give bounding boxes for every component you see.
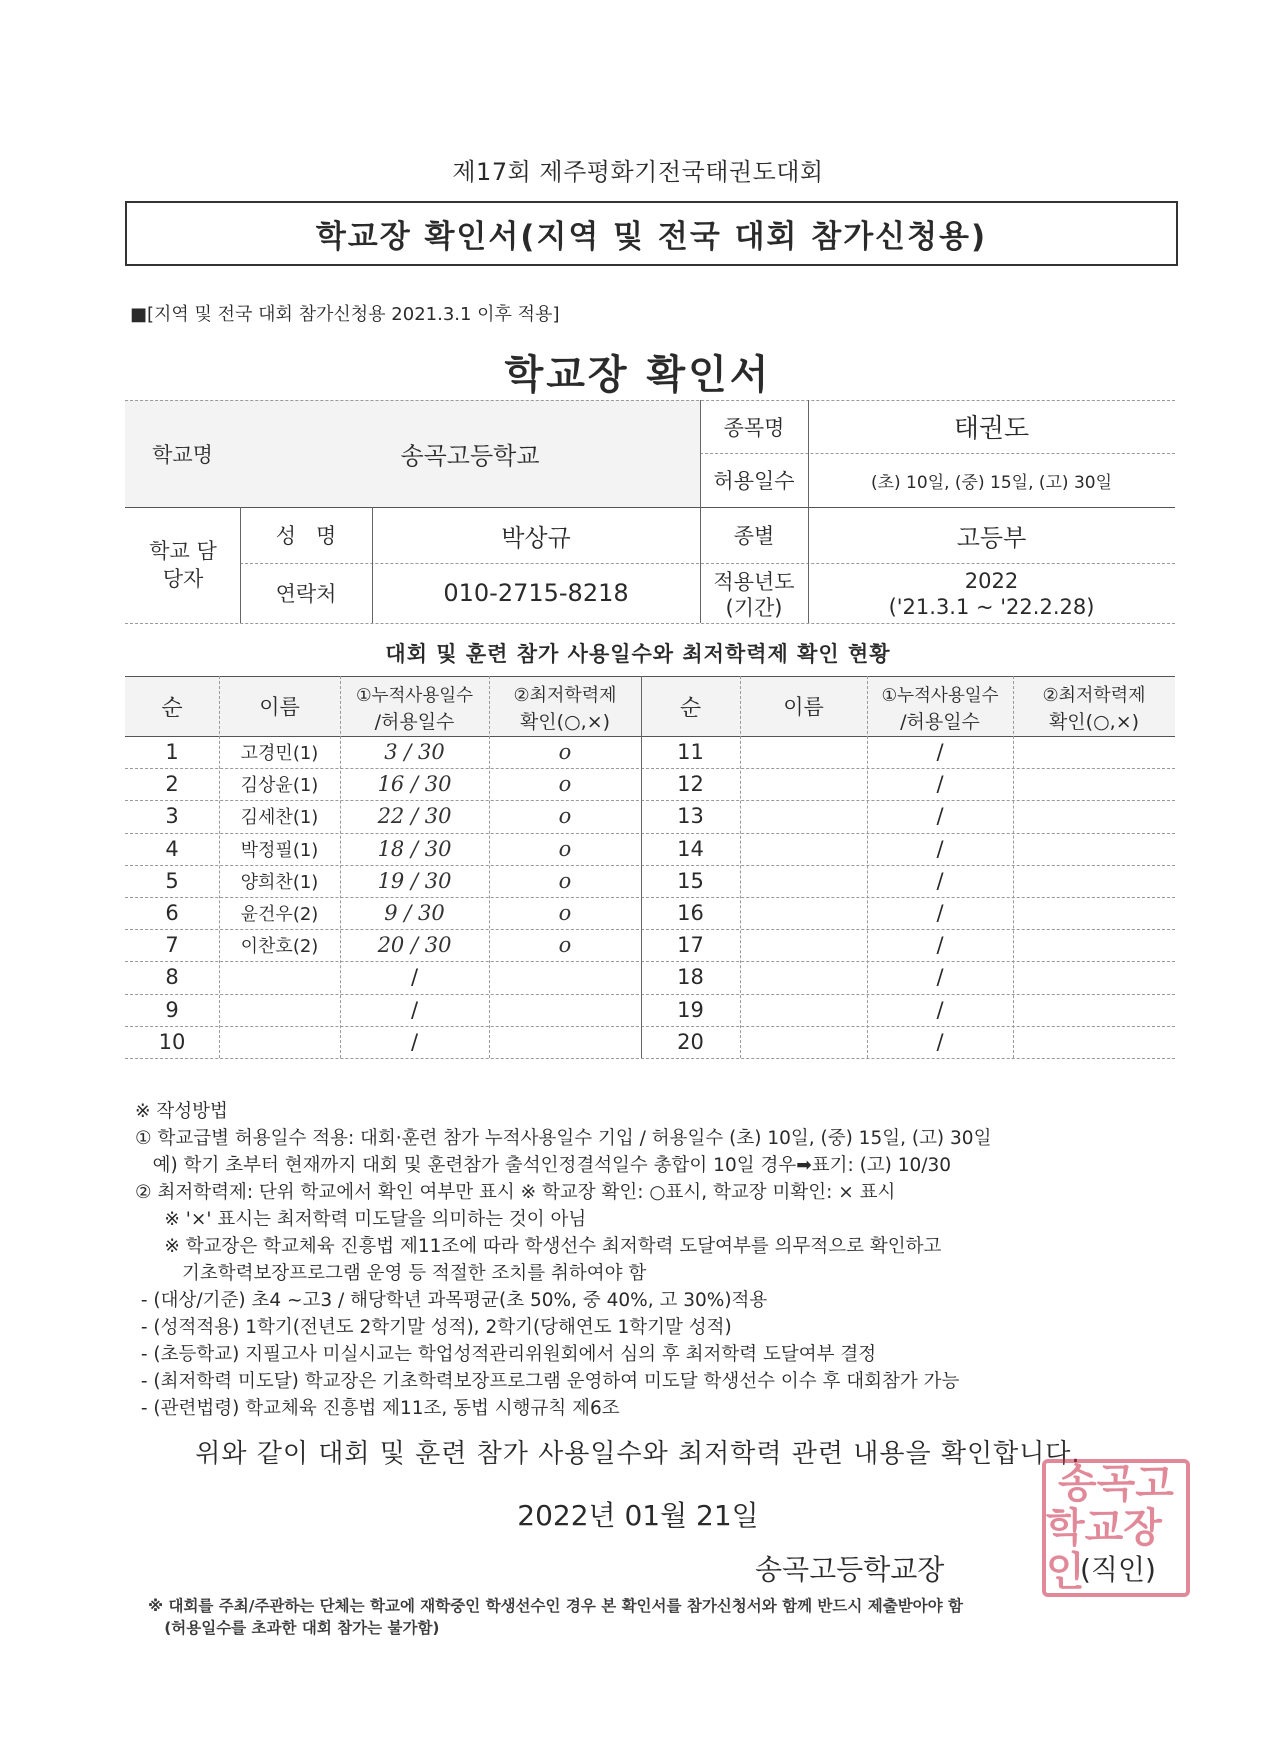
right-cell-no: 16 bbox=[677, 901, 704, 926]
left-cell-no: 4 bbox=[165, 836, 179, 861]
contact-value: 010-2715-8218 bbox=[443, 579, 629, 607]
year-period-value: ('21.3.1 ~ '22.2.28) bbox=[888, 595, 1095, 619]
col-header-days-allowed: /허용일수 bbox=[374, 710, 455, 733]
year-value: 2022 bbox=[964, 569, 1019, 593]
column-divider bbox=[641, 676, 642, 1058]
left-cell-name: 이찬호(2) bbox=[240, 936, 319, 958]
col-header-days: ①누적사용일수 bbox=[355, 685, 474, 706]
right-cell-name bbox=[740, 736, 867, 768]
right-cell-days: / bbox=[936, 804, 944, 829]
right-cell-name bbox=[740, 897, 867, 929]
left-cell-check: o bbox=[558, 740, 572, 765]
col-header-check-marks-right: 확인(○,×) bbox=[1048, 710, 1140, 733]
instructions bbox=[135, 1098, 1175, 1422]
column-divider bbox=[867, 676, 868, 1058]
footnote-line: ※ 대회를 주최/주관하는 단체는 학교에 재학중인 학생선수인 경우 본 확인서를 참가신청서와 함께 반드시 제출받아야 함 bbox=[148, 1597, 963, 1615]
right-cell-check bbox=[1013, 800, 1175, 832]
column-divider bbox=[340, 676, 341, 1058]
allowed-days-value: (초) 10일, (중) 15일, (고) 30일 bbox=[870, 472, 1113, 493]
right-cell-name bbox=[740, 800, 867, 832]
right-cell-check bbox=[1013, 929, 1175, 961]
sport-value: 태권도 bbox=[953, 414, 1030, 444]
document-date: 2022년 01월 21일 bbox=[517, 1499, 759, 1532]
col-header-check-marks: 확인(○,×) bbox=[519, 710, 611, 733]
right-cell-check bbox=[1013, 736, 1175, 768]
column-divider bbox=[740, 676, 741, 1058]
col-header-check-right: ②최저학력제 bbox=[1042, 685, 1146, 706]
left-cell-days: 20 / 30 bbox=[377, 933, 452, 958]
left-cell-name: 고경민(1) bbox=[240, 743, 319, 765]
left-cell-check: o bbox=[558, 804, 572, 829]
footnote-line: (허용일수를 초과한 대회 참가는 불가함) bbox=[148, 1619, 440, 1637]
col-header-no: 순 bbox=[161, 695, 183, 721]
school-label: 학교명 bbox=[152, 442, 213, 467]
right-cell-check bbox=[1013, 1026, 1175, 1058]
right-cell-name bbox=[740, 833, 867, 865]
left-cell-days: 19 / 30 bbox=[377, 868, 452, 893]
instruction-line: - (대상/기준) 초4 ~고3 / 해당학년 과목평균(초 50%, 중 40%, 고 30%)적용 bbox=[135, 1290, 768, 1311]
instruction-line: 예) 학기 초부터 현재까지 대회 및 훈련참가 출석인정결석일수 총합이 10일 경우➡표기: (고) 10/30 bbox=[135, 1155, 952, 1176]
left-cell-check: o bbox=[558, 901, 572, 926]
instruction-line: - (최저학력 미도달) 학교장은 기초학력보장프로그램 운영하여 미도달 학생선수 이수 후 대회참가 가능 bbox=[135, 1371, 960, 1392]
instruction-line: ※ 학교장은 학교체육 진흥법 제11조에 따라 학생선수 최저학력 도달여부를 의무적으로 확인하고 bbox=[135, 1236, 942, 1257]
right-cell-name bbox=[740, 929, 867, 961]
column-divider bbox=[1013, 676, 1014, 1058]
year-label: 적용년도 bbox=[713, 570, 795, 594]
left-cell-check: o bbox=[558, 868, 572, 893]
left-cell-days: / bbox=[410, 1029, 419, 1054]
right-cell-days: / bbox=[936, 868, 944, 893]
left-cell-days: 16 / 30 bbox=[377, 772, 452, 797]
right-cell-days: / bbox=[936, 772, 944, 797]
left-cell-no: 5 bbox=[165, 868, 179, 893]
seal-label: (직인) bbox=[1080, 1553, 1156, 1586]
left-cell-no: 1 bbox=[165, 740, 179, 765]
rule bbox=[125, 623, 1175, 624]
right-cell-days: / bbox=[936, 836, 944, 861]
notice-line: ■[지역 및 전국 대회 참가신청용 2021.3.1 이후 적용] bbox=[130, 304, 560, 325]
name-label: 성 명 bbox=[275, 524, 337, 548]
right-cell-days: / bbox=[936, 965, 944, 990]
section-heading: 대회 및 훈련 참가 사용일수와 최저학력제 확인 현황 bbox=[385, 642, 891, 666]
left-cell-days: 9 / 30 bbox=[384, 901, 445, 926]
col-header-name: 이름 bbox=[259, 695, 300, 719]
left-cell-no: 6 bbox=[165, 901, 179, 926]
right-cell-check bbox=[1013, 994, 1175, 1026]
right-cell-name bbox=[740, 961, 867, 993]
left-cell-no: 2 bbox=[165, 772, 179, 797]
right-cell-check bbox=[1013, 768, 1175, 800]
right-cell-name bbox=[740, 865, 867, 897]
instruction-line: ※ 작성방법 bbox=[135, 1101, 228, 1122]
left-cell-check: o bbox=[558, 772, 572, 797]
confirmation-statement: 위와 같이 대회 및 훈련 참가 사용일수와 최저학력 관련 내용을 확인합니다. bbox=[195, 1439, 1081, 1469]
footnote bbox=[148, 1595, 963, 1639]
right-cell-no: 20 bbox=[677, 1029, 704, 1054]
sport-label: 종목명 bbox=[723, 415, 785, 440]
column-divider bbox=[489, 676, 490, 1058]
right-cell-check bbox=[1013, 833, 1175, 865]
left-cell-no: 7 bbox=[165, 933, 179, 958]
right-cell-no: 17 bbox=[677, 933, 704, 958]
row-rule bbox=[125, 1058, 1175, 1059]
year-label-period: (기간) bbox=[725, 596, 783, 620]
left-cell-name: 윤건우(2) bbox=[240, 904, 319, 926]
division-value: 고등부 bbox=[956, 523, 1027, 552]
col-header-name-right: 이름 bbox=[783, 695, 824, 719]
left-cell-no: 10 bbox=[158, 1029, 186, 1054]
instruction-line: ※ '×' 표시는 최저학력 미도달을 의미하는 것이 아님 bbox=[135, 1209, 587, 1230]
right-cell-check bbox=[1013, 897, 1175, 929]
col-header-days-allowed-right: /허용일수 bbox=[900, 710, 980, 733]
left-cell-name: 박정필(1) bbox=[240, 839, 319, 861]
right-cell-no: 13 bbox=[677, 804, 704, 829]
instruction-line: - (초등학교) 지필고사 미실시교는 학업성적관리위원회에서 심의 후 최저학력 도달여부 결정 bbox=[135, 1344, 877, 1365]
col-header-no-right: 순 bbox=[679, 695, 702, 721]
right-cell-days: / bbox=[936, 997, 944, 1022]
right-cell-no: 18 bbox=[677, 965, 704, 990]
main-title: 학교장 확인서 bbox=[504, 352, 772, 398]
right-cell-no: 14 bbox=[677, 836, 704, 861]
left-cell-name: 김상윤(1) bbox=[240, 775, 319, 797]
event-title: 제17회 제주평화기전국태권도대회 bbox=[452, 158, 824, 186]
instruction-line: - (관련법령) 학교체육 진흥법 제11조, 동법 시행규칙 제6조 bbox=[135, 1398, 620, 1419]
col-header-days-right: ①누적사용일수 bbox=[881, 685, 999, 706]
division-label: 종별 bbox=[733, 524, 775, 548]
right-cell-no: 11 bbox=[677, 740, 704, 765]
right-cell-days: / bbox=[936, 933, 944, 958]
right-cell-name bbox=[740, 1026, 867, 1058]
left-cell-name: 김세찬(1) bbox=[240, 807, 319, 829]
left-cell-days: 22 / 30 bbox=[377, 804, 452, 829]
right-cell-no: 15 bbox=[677, 868, 704, 893]
right-cell-days: / bbox=[936, 901, 944, 926]
contact-label: 연락처 bbox=[275, 582, 337, 606]
left-cell-name bbox=[219, 994, 340, 1026]
right-cell-days: / bbox=[936, 740, 944, 765]
left-cell-name: 양희찬(1) bbox=[240, 871, 319, 893]
allowed-days-label: 허용일수 bbox=[713, 469, 795, 493]
name-value: 박상규 bbox=[501, 523, 571, 552]
left-cell-days: / bbox=[410, 997, 419, 1022]
official-seal: 송곡고 학교장인 bbox=[1042, 1459, 1190, 1597]
left-cell-days: 3 / 30 bbox=[384, 740, 445, 765]
left-cell-check bbox=[489, 1026, 641, 1058]
left-cell-name bbox=[219, 1026, 340, 1058]
left-cell-check: o bbox=[558, 836, 572, 861]
left-cell-check: o bbox=[558, 933, 572, 958]
left-cell-no: 8 bbox=[165, 965, 179, 990]
left-cell-days: 18 / 30 bbox=[377, 836, 452, 861]
right-cell-check bbox=[1013, 865, 1175, 897]
boxed-title: 학교장 확인서(지역 및 전국 대회 참가신청용) bbox=[125, 201, 1178, 266]
right-cell-days: / bbox=[936, 1029, 944, 1054]
instruction-line: ② 최저학력제: 단위 학교에서 확인 여부만 표시 ※ 학교장 확인: ○표시, 학교장 미확인: × 표시 bbox=[135, 1182, 896, 1203]
right-cell-name bbox=[740, 994, 867, 1026]
left-cell-no: 3 bbox=[165, 804, 179, 829]
left-cell-no: 9 bbox=[165, 997, 179, 1022]
left-cell-name bbox=[219, 961, 340, 993]
manager-label: 학교 담당자 bbox=[149, 539, 217, 591]
right-cell-no: 12 bbox=[677, 772, 704, 797]
right-cell-no: 19 bbox=[677, 997, 704, 1022]
instruction-line: ① 학교급별 허용일수 적용: 대회·훈련 참가 누적사용일수 기입 / 허용일수 (초) 10일, (중) 15일, (고) 30일 bbox=[135, 1128, 992, 1149]
right-cell-check bbox=[1013, 961, 1175, 993]
column-divider bbox=[219, 676, 220, 1058]
principal-name: 송곡고등학교장 bbox=[755, 1553, 945, 1586]
col-header-check: ②최저학력제 bbox=[513, 685, 617, 706]
left-cell-days: / bbox=[410, 965, 419, 990]
right-cell-name bbox=[740, 768, 867, 800]
left-cell-check bbox=[489, 994, 641, 1026]
instruction-line: - (성적적용) 1학기(전년도 2학기말 성적), 2학기(당해연도 1학기말 성적) bbox=[135, 1317, 732, 1338]
left-cell-check bbox=[489, 961, 641, 993]
school-value: 송곡고등학교 bbox=[400, 442, 540, 470]
instruction-line: 기초학력보장프로그램 운영 등 적절한 조치를 취하여야 함 bbox=[135, 1263, 647, 1284]
